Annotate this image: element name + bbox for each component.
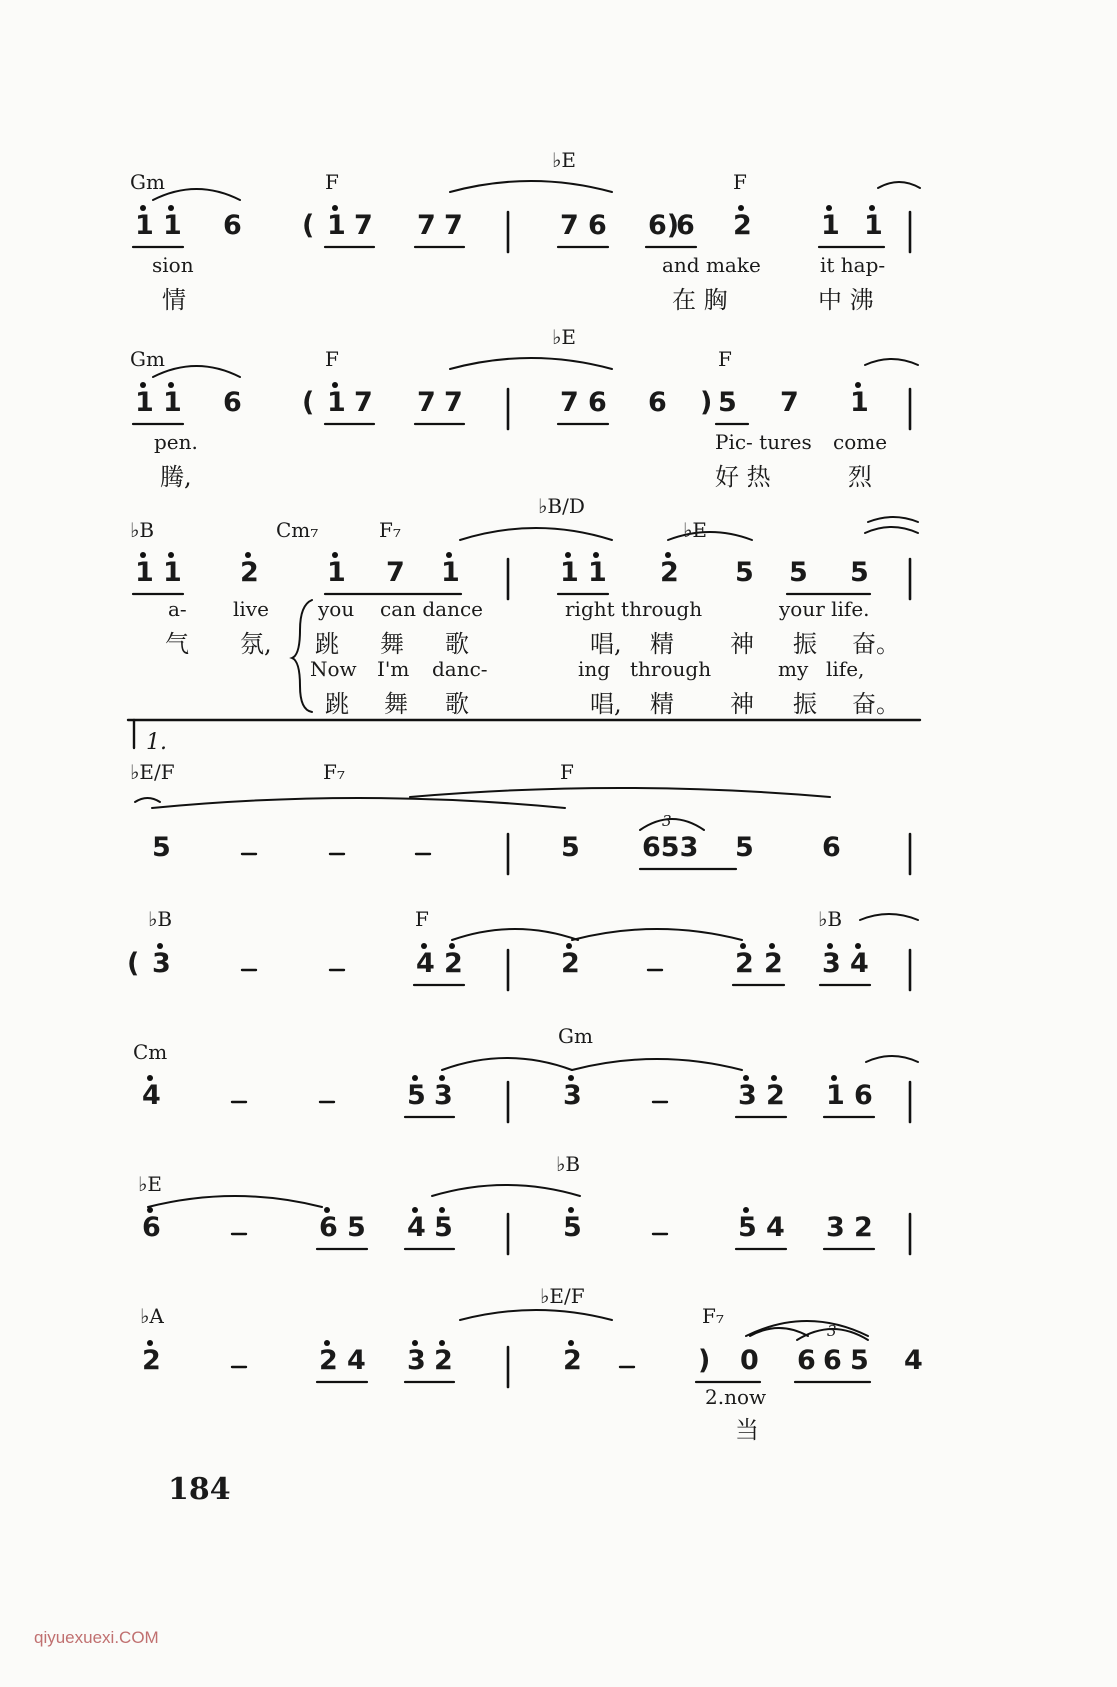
chord-symbol: ♭A <box>140 1304 164 1328</box>
chord-symbol: ♭B <box>818 907 843 931</box>
note-digit: 5 <box>407 1080 426 1111</box>
chord-symbol: F <box>415 907 429 931</box>
note-digit: 6 <box>648 387 667 418</box>
note-digit: ) <box>700 387 713 418</box>
lyric-english: a- <box>168 597 187 621</box>
slur <box>410 788 830 797</box>
note-digit: 2 <box>563 1345 582 1376</box>
lyric-chinese: 精 <box>650 630 674 658</box>
lyric-chinese-verse2: 神 <box>730 690 754 718</box>
note-digit: 4 <box>850 948 869 979</box>
slur <box>135 798 160 802</box>
note-digit: 3 <box>822 948 841 979</box>
note-digit: 5 <box>738 1212 757 1243</box>
note-digit: 6 <box>223 387 242 418</box>
note-digit: 7 <box>444 210 463 241</box>
note-digit: 653 <box>642 832 699 863</box>
slur <box>668 532 752 540</box>
lyric-english-verse2: life, <box>826 657 865 681</box>
chord-symbol: ♭E <box>552 325 577 349</box>
note-digit: 2 <box>854 1212 873 1243</box>
lyric-english: and make <box>662 253 761 277</box>
lyric-chinese-verse2: 精 <box>650 690 674 718</box>
slur <box>878 182 920 188</box>
slur <box>153 189 240 200</box>
note-digit: 5 <box>563 1212 582 1243</box>
note-digit: 1 <box>327 387 346 418</box>
note-digit: 5 <box>152 832 171 863</box>
note-digit: 6) <box>648 210 680 241</box>
slur <box>866 1056 918 1062</box>
note-digit: 5 <box>434 1212 453 1243</box>
chord-symbol: ♭E <box>683 518 708 542</box>
note-digit: 6 <box>823 1345 842 1376</box>
note-digit: 1 <box>864 210 883 241</box>
note-digit: 1 <box>441 557 460 588</box>
lyric-english: 2.now <box>705 1385 767 1409</box>
chord-symbol: Gm <box>558 1024 593 1048</box>
note-digit: 4 <box>904 1345 923 1376</box>
chord-symbol: F₇ <box>379 518 401 542</box>
site-watermark: qiyuexuexi.COM <box>34 1628 159 1647</box>
note-digit: 4 <box>416 948 435 979</box>
lyric-english-verse2: ing <box>578 657 611 681</box>
note-digit: 5 <box>789 557 808 588</box>
note-digit: 1 <box>163 210 182 241</box>
lyric-chinese-verse2: 奋。 <box>852 690 900 718</box>
lyric-english: come <box>833 430 888 454</box>
note-digit: 2 <box>434 1345 453 1376</box>
lyric-chinese: 烈 <box>848 463 872 491</box>
note-digit: 2 <box>319 1345 338 1376</box>
note-digit: 7 <box>560 387 579 418</box>
slur <box>865 527 918 533</box>
chord-symbol: Gm <box>130 170 165 194</box>
note-digit: 6 <box>676 210 695 241</box>
chord-symbol: F₇ <box>323 760 345 784</box>
lyric-chinese: 中 沸 <box>818 286 874 314</box>
slur <box>153 366 240 377</box>
chord-symbol: ♭B <box>148 907 173 931</box>
note-digit: 6 <box>319 1212 338 1243</box>
chord-symbol: Cm <box>133 1040 168 1064</box>
lyric-english: your life. <box>779 597 870 621</box>
lyric-english-verse2: my <box>778 657 809 681</box>
lyric-chinese: 振 <box>793 630 817 658</box>
note-digit: 1 <box>327 210 346 241</box>
note-digit: 2 <box>764 948 783 979</box>
note-digit: 4 <box>347 1345 366 1376</box>
slur <box>432 1185 580 1196</box>
lyric-english: live <box>233 597 269 621</box>
note-digit: 4 <box>766 1212 785 1243</box>
note-digit: 1 <box>163 557 182 588</box>
slur <box>750 1328 808 1336</box>
slur <box>450 358 612 369</box>
chord-symbol: F <box>325 347 339 371</box>
note-digit: 1 <box>135 557 154 588</box>
slur <box>460 1310 612 1320</box>
lyric-english: you <box>318 597 355 621</box>
lyric-chinese: 在 胸 <box>672 286 728 314</box>
chord-symbol: F <box>718 347 732 371</box>
chord-symbol: ♭E/F <box>540 1284 585 1308</box>
lyric-chinese: 神 <box>730 630 754 658</box>
note-digit: 7 <box>417 210 436 241</box>
lyric-chinese: 气 <box>165 630 189 658</box>
lyric-english: it hap- <box>820 253 886 277</box>
note-digit: 2 <box>733 210 752 241</box>
note-digit: 7 <box>386 557 405 588</box>
slur <box>442 1058 572 1070</box>
note-digit: 6 <box>223 210 242 241</box>
slur <box>460 528 612 540</box>
chord-symbol: ♭E <box>138 1172 163 1196</box>
lyric-chinese: 好 热 <box>715 463 771 491</box>
note-digit: 3 <box>563 1080 582 1111</box>
note-digit: 5 <box>347 1212 366 1243</box>
note-digit: 5 <box>850 557 869 588</box>
note-digit: 3 <box>826 1212 845 1243</box>
chord-symbol: ♭B/D <box>538 494 585 518</box>
slur <box>868 517 918 522</box>
verse-brace <box>292 600 312 712</box>
note-digit: 1 <box>560 557 579 588</box>
note-digit: 6 <box>588 387 607 418</box>
lyric-english: right through <box>565 597 703 621</box>
note-digit: 6 <box>822 832 841 863</box>
note-digit: 1 <box>327 557 346 588</box>
triplet-mark: 3 <box>827 1322 837 1340</box>
note-digit: 7 <box>444 387 463 418</box>
chord-symbol: F <box>733 170 747 194</box>
note-digit: 1 <box>163 387 182 418</box>
note-digit: 7 <box>560 210 579 241</box>
note-digit: 3 <box>434 1080 453 1111</box>
chord-symbol: ♭E/F <box>130 760 175 784</box>
lyric-chinese: 唱, <box>590 630 622 658</box>
lyric-chinese: 歌 <box>445 630 469 658</box>
lyric-chinese-verse2: 歌 <box>445 690 469 718</box>
note-digit: ) <box>698 1345 711 1376</box>
chord-symbol: ♭B <box>556 1152 581 1176</box>
note-digit: 5 <box>850 1345 869 1376</box>
note-digit: 3 <box>152 948 171 979</box>
note-digit: 4 <box>407 1212 426 1243</box>
slur <box>452 929 578 940</box>
lyric-english-verse2: I'm <box>377 657 410 681</box>
chord-symbol: Cm₇ <box>276 518 319 542</box>
note-digit: ( <box>127 948 140 979</box>
lyric-chinese: 跳 <box>315 630 339 658</box>
note-digit: 2 <box>444 948 463 979</box>
note-digit: 1 <box>826 1080 845 1111</box>
note-digit: 1 <box>588 557 607 588</box>
slur <box>450 181 612 192</box>
lyric-english: can dance <box>380 597 484 621</box>
lyric-chinese-verse2: 舞 <box>384 690 408 718</box>
note-digit: 7 <box>417 387 436 418</box>
lyric-chinese: 奋。 <box>852 630 900 658</box>
volta-ending-label: 1. <box>146 730 167 755</box>
note-digit: 6 <box>797 1345 816 1376</box>
note-digit: 2 <box>561 948 580 979</box>
note-digit: 7 <box>780 387 799 418</box>
note-digit: 2 <box>766 1080 785 1111</box>
note-digit: 7 <box>354 387 373 418</box>
note-digit: ( <box>302 387 315 418</box>
note-digit: 6 <box>854 1080 873 1111</box>
slur <box>572 1059 742 1070</box>
lyric-chinese: 当 <box>735 1416 759 1444</box>
lyric-chinese: 舞 <box>380 630 404 658</box>
chord-symbol: F <box>560 760 574 784</box>
note-digit: 1 <box>135 387 154 418</box>
lyric-english-verse2: through <box>630 657 712 681</box>
note-digit: ( <box>302 210 315 241</box>
slur <box>860 914 918 920</box>
page-number: 184 <box>168 1472 231 1507</box>
lyric-chinese-verse2: 跳 <box>325 690 349 718</box>
chord-symbol: F <box>325 170 339 194</box>
note-digit: 6 <box>588 210 607 241</box>
note-digit: 2 <box>660 557 679 588</box>
lyric-english-verse2: Now <box>310 657 357 681</box>
slur <box>865 359 918 365</box>
note-digit: 3 <box>738 1080 757 1111</box>
note-digit: 5 <box>735 557 754 588</box>
triplet-bracket <box>640 819 704 830</box>
slur <box>148 1196 322 1207</box>
note-digit: 6 <box>142 1212 161 1243</box>
note-digit: 1 <box>135 210 154 241</box>
note-digit: 5 <box>718 387 737 418</box>
lyric-chinese-verse2: 振 <box>793 690 817 718</box>
note-digit: 7 <box>354 210 373 241</box>
note-digit: 2 <box>240 557 259 588</box>
chord-symbol: ♭E <box>552 148 577 172</box>
chord-symbol: ♭B <box>130 518 155 542</box>
note-digit: 5 <box>735 832 754 863</box>
chord-symbol: Gm <box>130 347 165 371</box>
lyric-english: Pic- tures <box>715 430 812 454</box>
slur <box>152 798 565 808</box>
lyric-chinese: 腾, <box>160 463 192 491</box>
triplet-mark: 3 <box>662 812 672 830</box>
lyric-english: pen. <box>154 430 198 454</box>
slur <box>572 929 742 940</box>
note-digit: 0 <box>740 1345 759 1376</box>
lyric-chinese-verse2: 唱, <box>590 690 622 718</box>
note-digit: 5 <box>561 832 580 863</box>
lyric-english-verse2: danc- <box>432 657 488 681</box>
note-digit: 3 <box>407 1345 426 1376</box>
note-digit: 2 <box>735 948 754 979</box>
note-digit: 1 <box>821 210 840 241</box>
lyric-chinese: 氛, <box>240 630 272 658</box>
note-digit: 4 <box>142 1080 161 1111</box>
chord-symbol: F₇ <box>702 1304 724 1328</box>
note-digit: 2 <box>142 1345 161 1376</box>
note-digit: 1 <box>850 387 869 418</box>
lyric-chinese: 情 <box>162 286 186 314</box>
lyric-english: sion <box>152 253 194 277</box>
